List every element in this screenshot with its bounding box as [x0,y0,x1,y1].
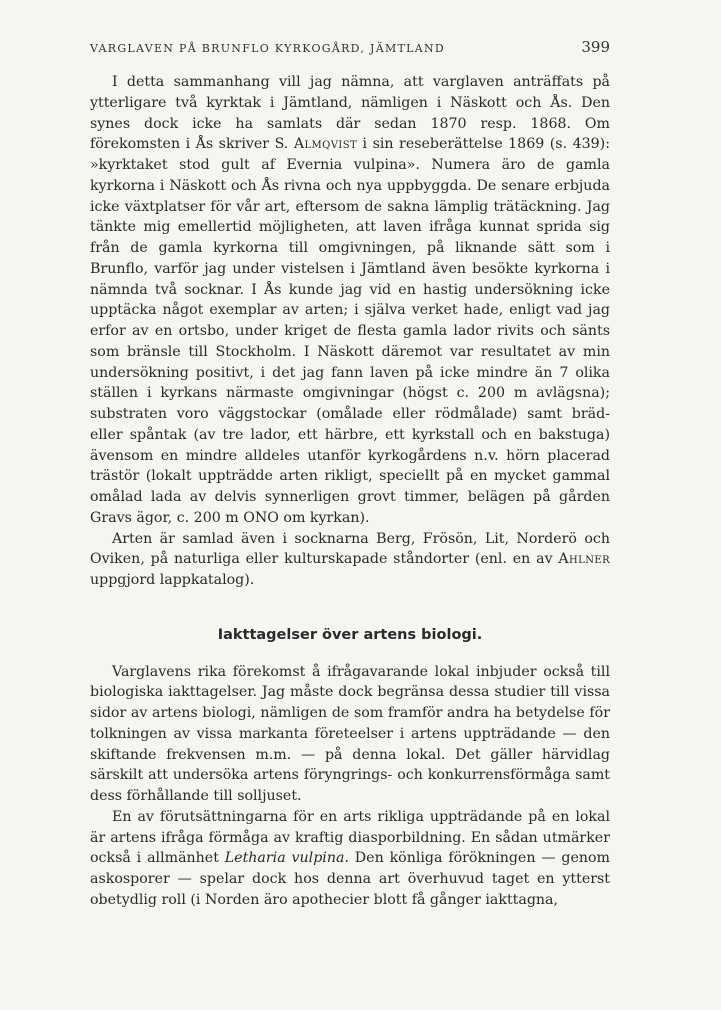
paragraph-4-text-a: En av förutsättningarna för en arts rikliga uppträdande på en lokal är artens ifråga förmåga av kraftig diasporbildning. En sådan utmärker också i allmänhet [90,808,610,867]
paragraph-1-text-b: i sin reseberättelse 1869 (s. 439): »kyrktaket stod gult af Evernia vulpina». Numera äro de gamla kyrkorna i Näskott och Ås rivna och nya uppbyggda. De senare erbjuda icke växtplatser för vår art, eftersom de sakna lämplig trätäckning. Jag tänkte mig emellertid möjligheten, att laven ifråga kunnat sprida sig från de gamla kyrkorna till omgivningen, på liknande sätt som i Brunflo, varför jag under vistelsen i Jämtland även besökte kyrkorna i nämnda två socknar. I Ås kunde jag vid en hastig undersökning icke upptäcka något exemplar av arten; i själva verket hade, enligt vad jag erfor av en ortsbo, under kriget de flesta gamla lador rivits och sänts som bränsle till Stockholm. I Näskott däremot var resultatet av min undersökning positivt, i det jag fann laven på icke mindre än 7 olika ställen i kyrkans närmaste omgivningar (högst c. 200 m avlägsna); substraten voro väggstockar (omålade eller rödmålade) samt bräd- eller spåntak (av tre lador, ett härbre, ett kyrkstall och en bakstuga) ävensom en mindre alldeles utanför kyrkogårdens n.v. hörn placerad trästör (lokalt uppträdde arten rikligt, speciellt på en mycket gammal omålad lada av delvis synnerligen grovt timmer, belägen på gården Gravs ägor, c. 200 m ONO om kyrkan). [90,136,610,526]
paragraph-4 [90,807,610,911]
author-name-almqvist: Almqvist [293,136,358,153]
paragraph-4-text-b: . Den könliga förökningen — genom askosporer — spelar dock hos denna art överhuvud taget en ytterst obetydlig roll (i Norden äro apothecier blott få gånger iakttagna, [90,850,610,908]
species-name: Letharia vulpina [224,850,345,867]
page-header [90,38,610,56]
paragraph-1-text-a: I detta sammanhang vill jag nämna, att varglaven anträffats på ytterligare två kyrktak i Jämtland, nämligen i Näskott och Ås. Den synes dock icke ha samlats där sedan 1870 resp. 1868. Om förekomsten i Ås skriver S. [90,74,610,153]
page-number: 399 [581,38,610,56]
author-name-ahlner: Ahlner [558,551,610,568]
paragraph-3: Varglavens rika förekomst å ifrågavarande lokal inbjuder också till biologiska iakttagelser. Jag måste dock begränsa dessa studier till vissa sidor av artens biologi, nämligen de som framför andra ha betydelse för tolkningen av vissa markanta företeelser i artens uppträdande — den skiftande frekvensen m.m. — på denna lokal. Det gäller härvidlag särskilt att undersöka artens föryngrings- och konkurrensförmåga samt dess förhållande till solljuset. [90,663,610,804]
paragraph-2 [90,529,610,591]
paragraph-1 [90,72,610,529]
paragraph-2-text-b: uppgjord lappkatalog). [90,572,255,588]
paragraph-2-text-a: Arten är samlad även i socknarna Berg, Frösön, Lit, Norderö och Oviken, på naturliga eller kulturskapade ståndorter (enl. en av [90,530,610,568]
running-head: VARGLAVEN PÅ BRUNFLO KYRKOGÅRD, JÄMTLAND [90,42,446,55]
body-text [90,72,610,911]
section-heading: Iakttagelser över artens biologi. [217,626,483,643]
